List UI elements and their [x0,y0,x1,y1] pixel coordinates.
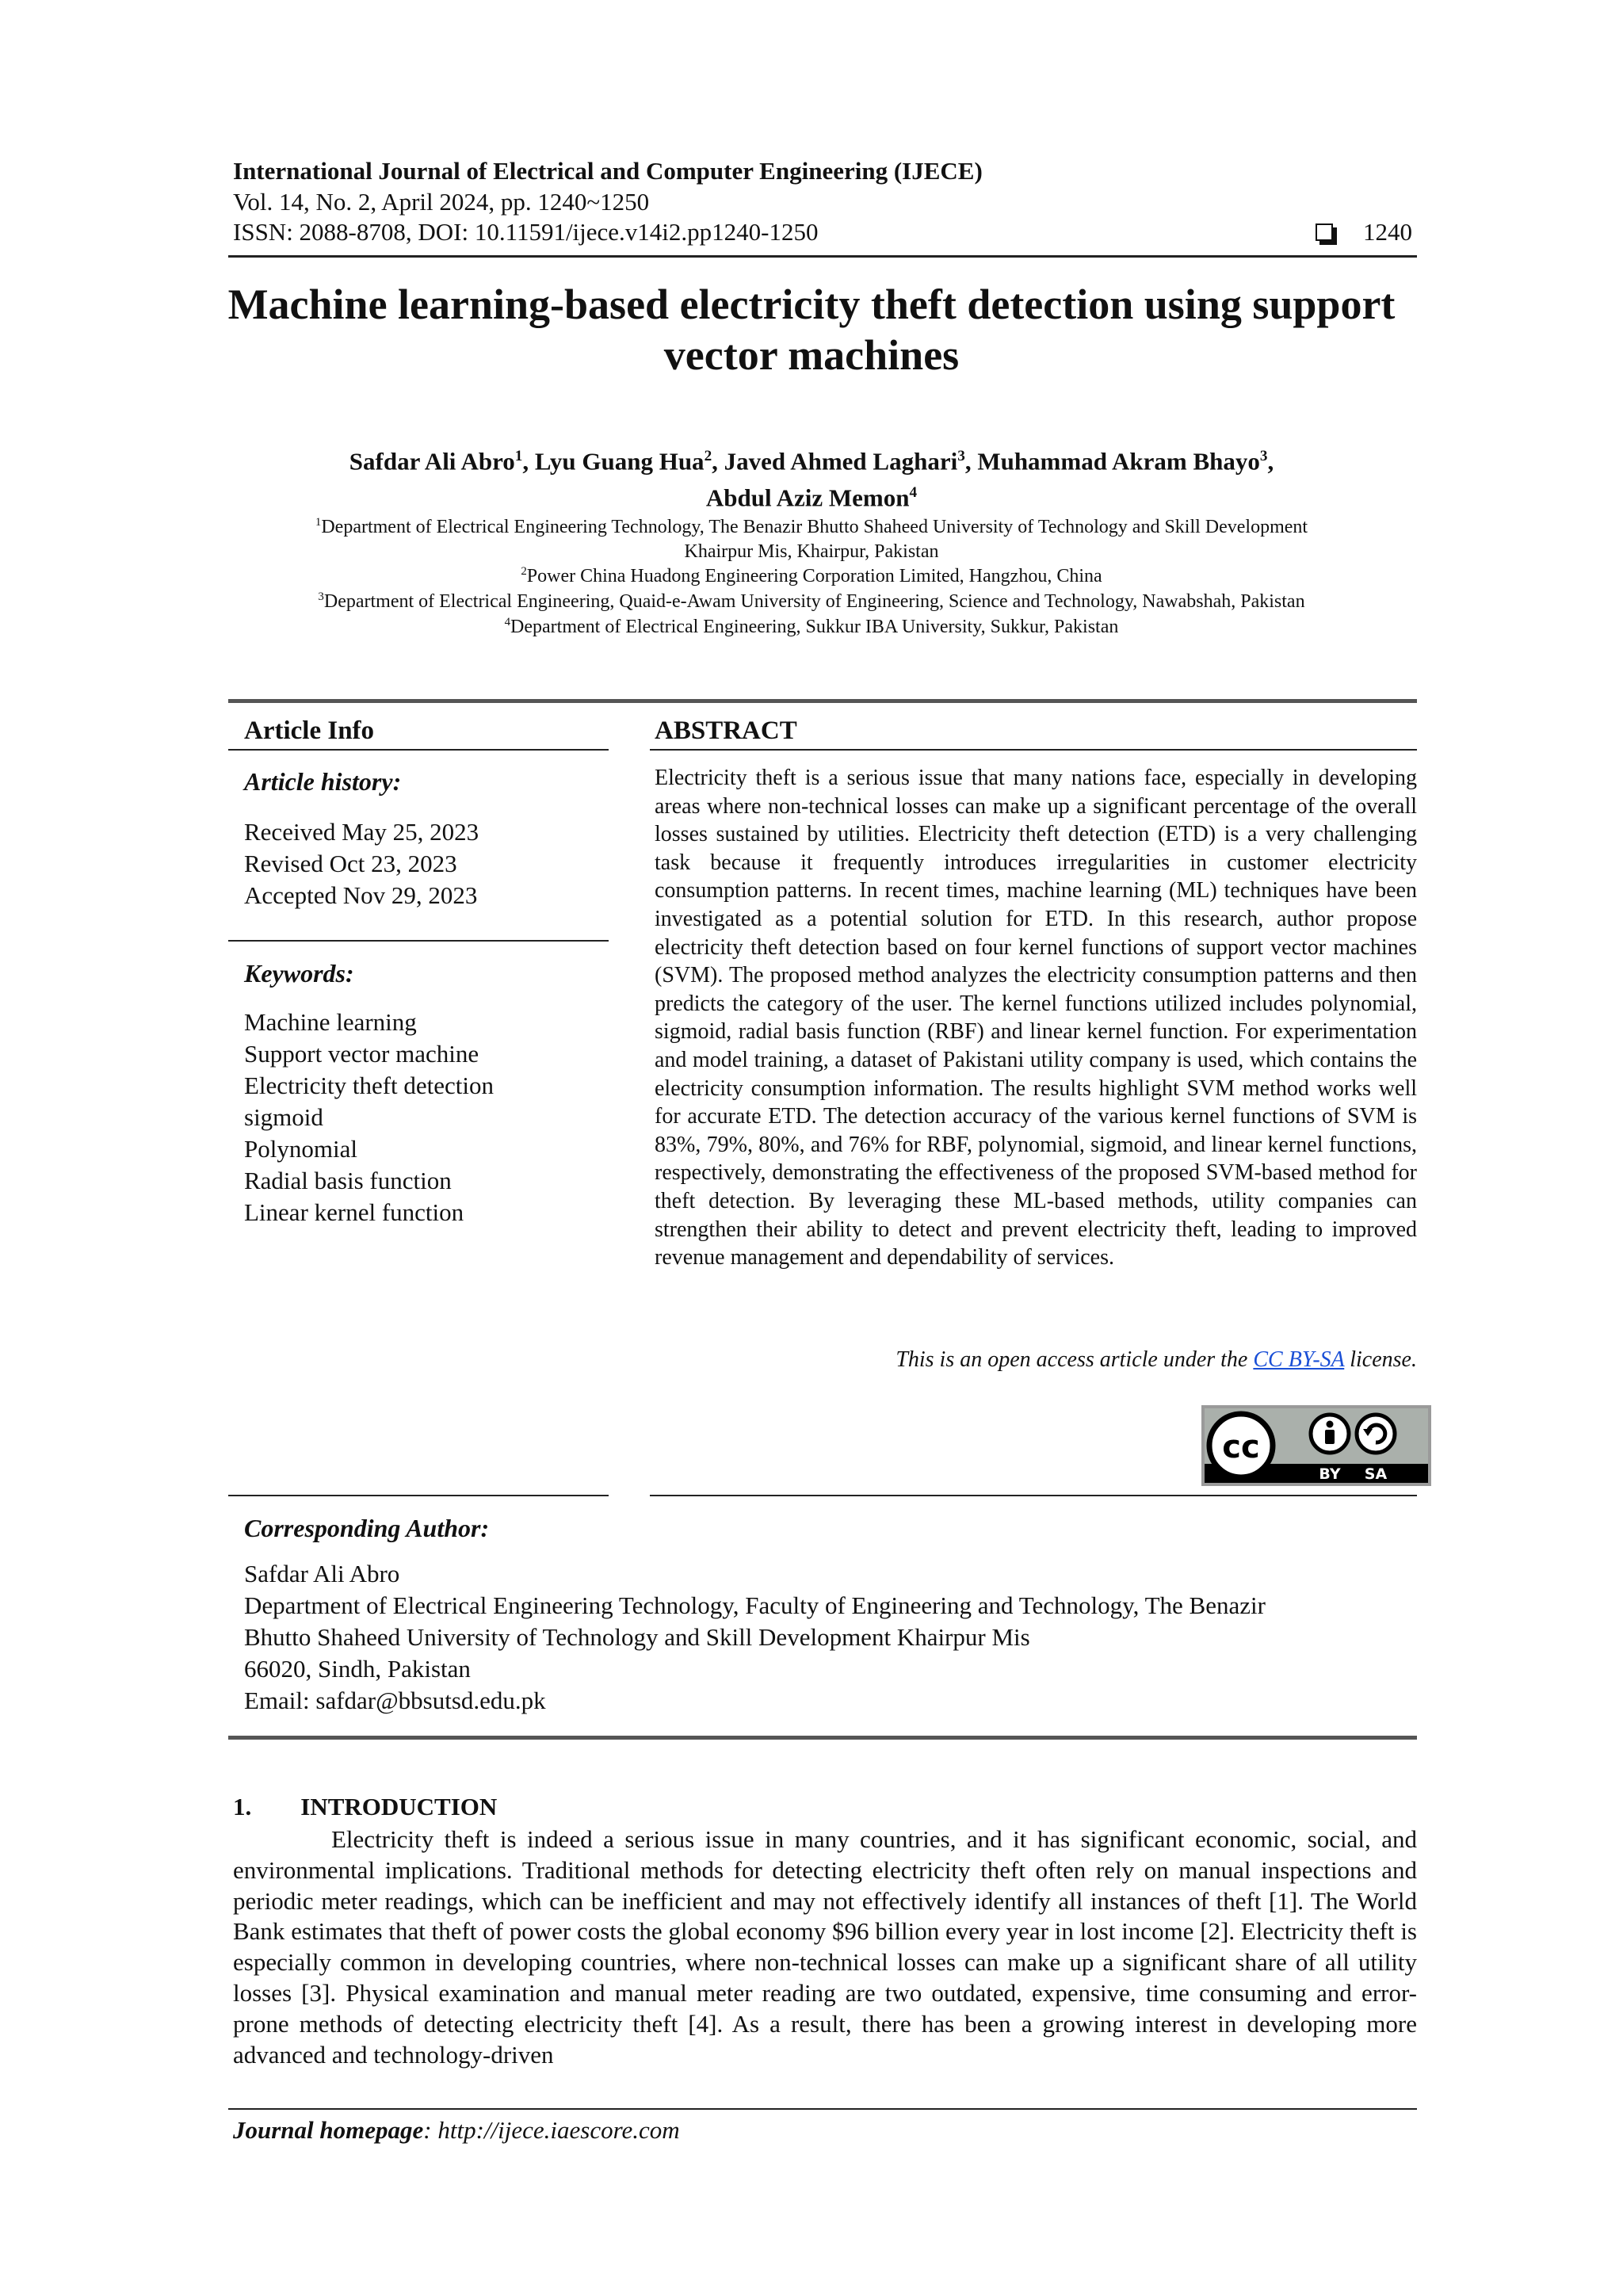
issn-doi-line: ISSN: 2088-8708, DOI: 10.11591/ijece.v14i2.pp1240-1250 [233,218,819,246]
title-line-1: Machine learning-based electricity theft detection using support [227,281,1396,328]
corresponding-author-heading: Corresponding Author: [244,1514,490,1542]
abstract-rule [650,749,1417,751]
keyword-item: Support vector machine [244,1040,479,1068]
journal-homepage [233,2116,680,2145]
cc-mark: cc [1222,1429,1260,1465]
abstract-bottom-rule [650,1495,1417,1496]
article-history-heading: Article history: [244,767,402,796]
history-revised: Revised Oct 23, 2023 [244,850,457,877]
journal-homepage-label: Journal homepage [233,2116,424,2144]
introduction-body: Electricity theft is indeed a serious issue in many countries, and it has significant economic, social, and environmental implications. Traditional methods for detecting electricity theft often rely on manual inspections and periodic meter readings, which can be inefficient and may not effectively identify all instances of theft [1]. The World Bank estimates that theft of power costs the global economy $96 billion every year in lost income [2]. Electricity theft is especially common in developing countries, where non-technical losses can make up a significant share of all utility losses [3]. Physical examination and manual meter reading are two outdated, expensive, time consuming and error-prone methods of detecting electricity theft [4]. As a result, there has been a growing interest in developing more advanced and technology-driven [233,1825,1417,2069]
author-affiliation-mark: 3 [1259,448,1268,464]
corresponding-bottom-rule [228,1736,1417,1740]
journal-homepage-url[interactable]: : http://ijece.iaescore.com [423,2116,680,2144]
affiliation-2: $^2$Power China Huadong Engineering Corporation Limited, Hangzhou, China [521,565,1102,586]
keyword-item: sigmoid [244,1103,323,1131]
author-affiliation-mark: 2 [704,448,712,464]
author-name: Safdar Ali Abro [349,447,515,476]
author-affiliation-mark: 3 [957,448,965,464]
sa-label: SA [1364,1465,1388,1483]
author-affiliation-mark: 1 [514,448,523,464]
cc-by-sa-logo [1205,1408,1428,1483]
corresponding-author-department: Department of Electrical Engineering Technology, Faculty of Engineering and Technology, The Benazir [244,1591,1266,1619]
footer-rule [228,2108,1417,2110]
square-bullet-icon [1316,223,1333,241]
cc-by-sa-license-link[interactable]: CC BY-SA [1253,1347,1345,1372]
affiliation-line: Khairpur Mis, Khairpur, Pakistan [684,541,939,562]
article-info-bottom-rule [228,1495,609,1496]
author-name: , Lyu Guang Hua [522,447,705,476]
open-access-statement: This is an open access article under the CC BY-SA license. [896,1347,1417,1372]
introduction-heading: 1. INTRODUCTION [233,1793,498,1820]
cc-by-sa-badge[interactable] [1201,1405,1431,1486]
author-name: Abdul Aziz Memon [705,483,910,512]
author-affiliation-mark: 4 [909,484,918,502]
affiliation-line: $^1$Department of Electrical Engineering Technology, The Benazir Bhutto Shaheed University of Technology and Skill Development [315,516,1308,537]
title-line-2: vector machines [663,331,960,379]
author-name: , Javed Ahmed Laghari [712,447,958,476]
section-rule-thick [228,699,1417,703]
affiliation-3: $^3$Department of Electrical Engineering, Quaid-e-Awam University of Engineering, Science and Technology, Nawabshah, Pakistan [318,590,1305,612]
corresponding-author-email: Email: safdar@bbsutsd.edu.pk [244,1687,546,1714]
affiliation-4: $^4$Department of Electrical Engineering, Sukkur IBA University, Sukkur, Pakistan [504,616,1119,637]
abstract-body: Electricity theft is a serious issue that many nations face, especially in developing areas where non-technical losses can make up a significant percentage of the overall losses sustained by utilities. Electricity theft detection (ETD) is a very challenging task because it frequently introduces irregularities in customer electricity consumption patterns. In recent times, machine learning (ML) techniques have been investigated as a potential solution for ETD. In this research, author propose electricity theft detection based on four kernel functions of support vector machines (SVM). The proposed method analyzes the electricity consumption patterns and then predicts the category of the user. The kernel functions utilized includes polynomial, sigmoid, radial basis function (RBF) and linear kernel function. For experimentation and model training, a dataset of Pakistani utility company is used, which contains the electricity consumption information. The results highlight SVM method works well for accurate ETD. The detection accuracy of the various kernel functions of SVM is 83%, 79%, 80%, and 76% for RBF, polynomial, sigmoid, and linear kernel functions, respectively, demonstrating the effectiveness of the proposed SVM-based method for theft detection. By leveraging these ML-based methods, utility companies can strengthen their ability to detect and prevent electricity theft, leading to improved revenue management and dependability of services. [655,766,1417,1270]
abstract-heading: ABSTRACT [655,716,797,745]
keyword-item: Radial basis function [244,1167,452,1194]
sa-share-alike-icon [1357,1415,1395,1453]
corresponding-author-name: Safdar Ali Abro [244,1560,400,1587]
author-line-2 [206,477,1417,514]
history-rule [228,940,609,942]
author-separator: , [1267,447,1274,476]
history-accepted: Accepted Nov 29, 2023 [244,881,478,909]
volume-line: Vol. 14, No. 2, April 2024, pp. 1240~1250 [233,188,650,216]
by-label: BY [1319,1465,1341,1483]
article-info-heading: Article Info [244,716,375,745]
author-name: , Muhammad Akram Bhayo [964,447,1260,476]
keyword-item: Machine learning [244,1008,417,1036]
author-line-1 [206,441,1417,477]
history-received: Received May 25, 2023 [244,818,479,846]
header-rule [228,255,1417,258]
keyword-item: Electricity theft detection [244,1072,495,1099]
corresponding-author-institution: Bhutto Shaheed University of Technology and Skill Development Khairpur Mis [244,1623,1030,1651]
page-number: 1240 [1363,218,1412,246]
corresponding-author-address: 66020, Sindh, Pakistan [244,1655,471,1683]
keywords-heading: Keywords: [244,959,354,988]
keyword-item: Polynomial [244,1135,357,1163]
affiliation-1 [206,510,1417,564]
author-list [206,441,1417,514]
keyword-item: Linear kernel function [244,1198,464,1226]
paper-title [206,279,1417,380]
journal-name: International Journal of Electrical and Computer Engineering (IJECE) [233,157,983,185]
article-info-rule [228,749,609,751]
